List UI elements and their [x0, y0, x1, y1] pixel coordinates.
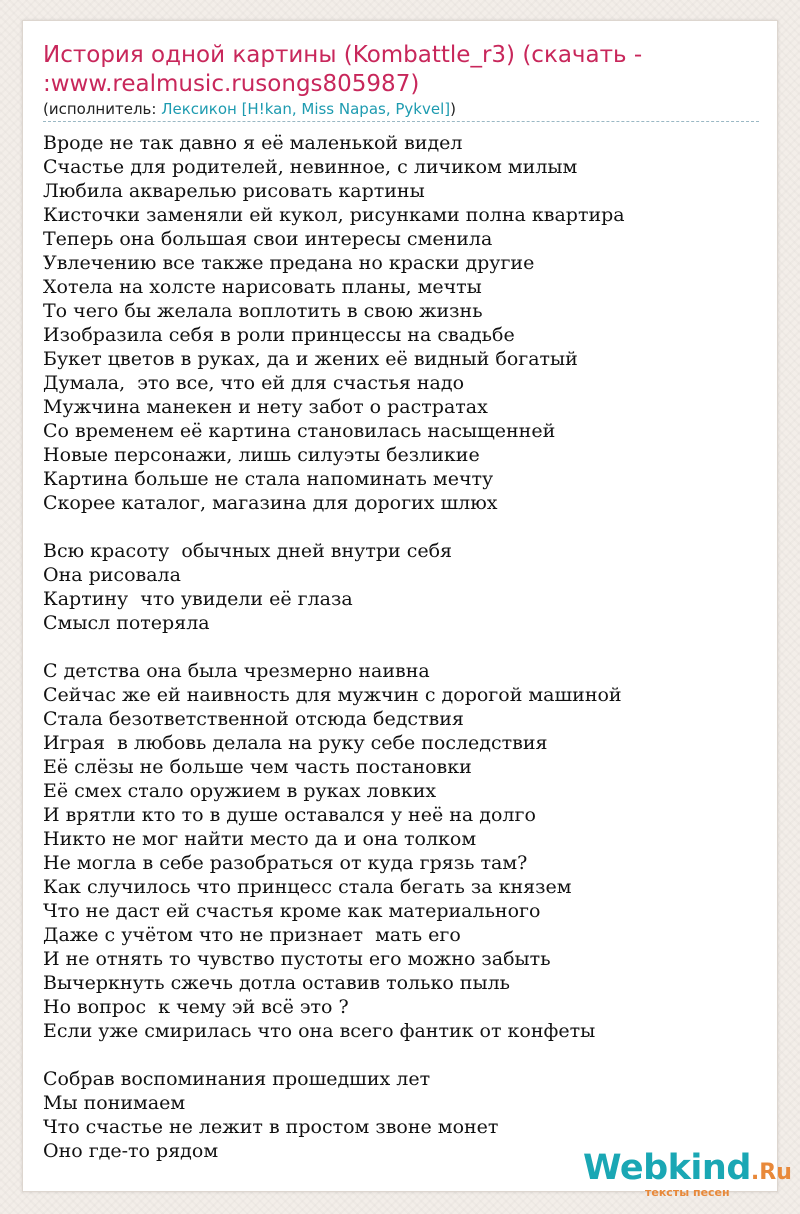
lyric-line: Играя в любовь делала на руку себе последствия — [43, 732, 548, 754]
logo-tld: .Ru — [750, 1160, 792, 1185]
lyrics-stanza — [43, 659, 763, 1043]
lyric-line: Кисточки заменяли ей кукол, рисунками полна квартира — [43, 204, 625, 226]
lyric-line: Но вопрос к чему эй всё это ? — [43, 996, 349, 1018]
lyric-line: И врятли кто то в душе оставался у неё на долго — [43, 804, 536, 826]
lyric-line: Букет цветов в руках, да и жених её видный богатый — [43, 348, 578, 370]
lyric-line: Увлечению все также предана но краски другие — [43, 252, 535, 274]
lyric-line: И не отнять то чувство пустоты его можно забыть — [43, 948, 551, 970]
lyric-line: Никто не мог найти место да и она толком — [43, 828, 477, 850]
lyric-line: Счастье для родителей, невинное, с личиком милым — [43, 156, 578, 178]
artist-link[interactable]: Лексикон [H!kan, Miss Napas, Pykvel] — [161, 100, 451, 118]
lyric-line: Как случилось что принцесс стала бегать за князем — [43, 876, 572, 898]
lyric-line: Сейчас же ей наивность для мужчин с дорогой машиной — [43, 684, 622, 706]
lyric-line: Мы понимаем — [43, 1092, 186, 1114]
lyric-line: Всю красоту обычных дней внутри себя — [43, 540, 453, 562]
lyrics-body — [43, 131, 763, 1187]
lyric-line: Картину что увидели её глаза — [43, 588, 353, 610]
lyric-line: Скорее каталог, магазина для дорогих шлюх — [43, 492, 498, 514]
artist-prefix: (исполнитель: — [43, 100, 162, 118]
artist-suffix: ) — [450, 100, 456, 118]
site-logo[interactable] — [583, 1148, 792, 1199]
lyric-line: Даже с учётом что не признает мать его — [43, 924, 461, 946]
lyric-line: Любила акварелью рисовать картины — [43, 180, 425, 202]
lyric-line: Оно где-то рядом — [43, 1140, 219, 1162]
lyric-line: Новые персонажи, лишь силуэты безликие — [43, 444, 480, 466]
lyric-line: Смысл потеряла — [43, 612, 210, 634]
lyric-line: Хотела на холсте нарисовать планы, мечты — [43, 276, 482, 298]
lyric-line: Стала безответственной отсюда бедствия — [43, 708, 464, 730]
page-title: История одной картины (Kombattle_r3) (скачать - :www.realmusic.rusongs805987) — [43, 42, 643, 97]
lyric-line: Собрав воспоминания прошедших лет — [43, 1068, 431, 1090]
logo-wordmark: Webkind — [583, 1148, 751, 1188]
lyrics-stanza — [43, 131, 763, 515]
logo-tagline: тексты песен — [645, 1186, 730, 1199]
lyric-line: Со временем её картина становилась насыщенней — [43, 420, 556, 442]
lyric-line: Её смех стало оружием в руках ловких — [43, 780, 437, 802]
lyric-line: Изобразила себя в роли принцессы на свадьбе — [43, 324, 515, 346]
lyric-line: Её слёзы не больше чем часть постановки — [43, 756, 472, 778]
lyric-line: Если уже смирилась что она всего фантик от конфеты — [43, 1020, 596, 1042]
lyrics-stanza — [43, 539, 763, 635]
lyric-line: Что не даст ей счастья кроме как материального — [43, 900, 541, 922]
content-card — [22, 20, 792, 1199]
lyric-line: Мужчина манекен и нету забот о растратах — [43, 396, 488, 418]
lyric-line: Теперь она большая свои интересы сменила — [43, 228, 493, 250]
lyric-line: С детства она была чрезмерно наивна — [43, 660, 430, 682]
lyric-line: Вычеркнуть сжечь дотла оставив только пыль — [43, 972, 510, 994]
lyric-line: Думала, это все, что ей для счастья надо — [43, 372, 465, 394]
lyric-line: Она рисовала — [43, 564, 181, 586]
artist-line — [43, 100, 759, 122]
lyric-line: То чего бы желала воплотить в свою жизнь — [43, 300, 483, 322]
lyric-line: Не могла в себе разобраться от куда грязь там? — [43, 852, 528, 874]
lyric-line: Картина больше не стала напоминать мечту — [43, 468, 494, 490]
lyric-line: Вроде не так давно я её маленькой видел — [43, 132, 463, 154]
lyric-line: Что счастье не лежит в простом звоне монет — [43, 1116, 499, 1138]
